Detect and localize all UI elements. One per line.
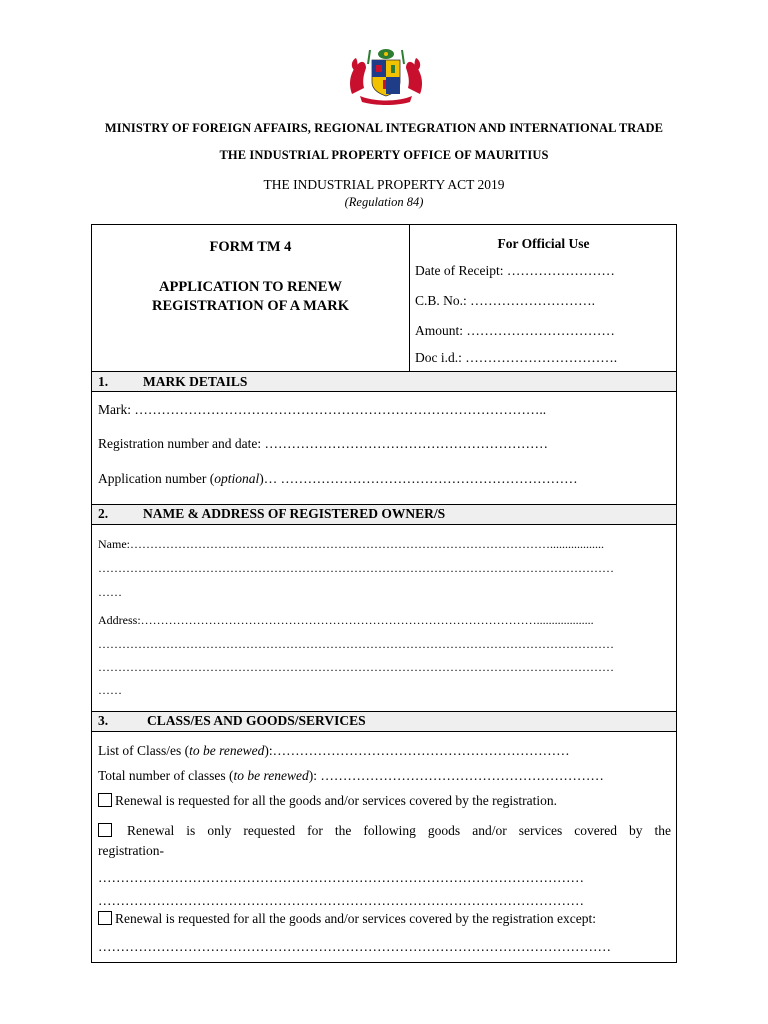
renewal-all-checkbox[interactable] <box>98 793 112 807</box>
renewal-except-checkbox[interactable] <box>98 911 112 925</box>
section3-bottom-border <box>92 731 676 732</box>
renewal-only-option <box>98 823 671 839</box>
section1-bottom-border <box>92 391 676 392</box>
renewal-only-checkbox[interactable] <box>98 823 112 837</box>
section3-number: 3. <box>98 713 109 728</box>
date-of-receipt-field: Date of Receipt: …………………… <box>415 263 615 278</box>
regulation-note: (Regulation 84) <box>344 195 424 209</box>
section1-number: 1. <box>98 374 109 389</box>
renewal-except-label: Renewal is requested for all the goods and/or services covered by the registration except: <box>115 911 596 926</box>
owner-address-field: Address:………………………………………………………………………………………................... <box>98 613 594 627</box>
renewal-only-label-cont: registration- <box>98 843 164 858</box>
form-number: FORM TM 4 <box>209 239 292 255</box>
section1-header <box>92 372 676 392</box>
owner-name-line3: …… <box>98 585 122 599</box>
renewal-only-goods-line2: ……………………………………………………………………………………………… <box>98 893 584 908</box>
section3-header <box>92 712 676 732</box>
application-number-field: Application number (optional)… ………………………………………………………… <box>98 471 578 486</box>
form-table <box>91 224 677 963</box>
renewal-all-option <box>98 793 557 809</box>
total-classes-field: Total number of classes (to be renewed): ……………………………………………………… <box>98 768 604 783</box>
owner-name-line2: ………………………………………………………………………………………………………………… <box>98 561 614 575</box>
registration-number-field: Registration number and date: ……………………………………………………… <box>98 436 548 451</box>
renewal-only-goods-line1: ……………………………………………………………………………………………… <box>98 870 584 885</box>
owner-address-line2: ………………………………………………………………………………………………………………… <box>98 637 614 651</box>
section2-number: 2. <box>98 506 109 521</box>
amount-field: Amount: …………………………… <box>415 323 615 338</box>
section2-bottom-border <box>92 524 676 525</box>
official-use-title: For Official Use <box>497 236 590 251</box>
owner-name-field: Name:…………………………………………………………………………………………….................. <box>98 537 604 551</box>
form-title-line1: APPLICATION TO RENEW <box>159 279 342 295</box>
coat-of-arms-emblem <box>344 44 428 106</box>
renewal-except-goods-line: …………………………………………………………………………………………………… <box>98 939 611 954</box>
renewal-only-label: Renewal is only requested for the following goods and/or services covered by the <box>127 823 671 838</box>
ministry-heading: MINISTRY OF FOREIGN AFFAIRS, REGIONAL INTEGRATION AND INTERNATIONAL TRADE <box>104 121 664 135</box>
owner-address-line3: ………………………………………………………………………………………………………………… <box>98 660 614 674</box>
renewal-all-label: Renewal is requested for all the goods and/or services covered by the registration. <box>115 793 557 808</box>
section3-title: CLASS/ES AND GOODS/SERVICES <box>147 713 366 728</box>
renewal-except-option <box>98 911 596 927</box>
owner-address-line4: …… <box>98 683 122 697</box>
act-title: THE INDUSTRIAL PROPERTY ACT 2019 <box>263 177 505 192</box>
section2-header <box>92 505 676 525</box>
cb-no-field: C.B. No.: ………………………. <box>415 293 596 308</box>
section2-title: NAME & ADDRESS OF REGISTERED OWNER/S <box>143 506 446 521</box>
form-title-line2: REGISTRATION OF A MARK <box>152 298 349 314</box>
office-heading: THE INDUSTRIAL PROPERTY OFFICE OF MAURITIUS <box>219 148 549 162</box>
doc-id-field: Doc i.d.: ……………………………. <box>415 350 618 365</box>
mark-field: Mark: ……………………………………………………………………………….. <box>98 402 547 417</box>
class-list-field: List of Class/es (to be renewed):………………………………………………………… <box>98 743 570 758</box>
section1-title: MARK DETAILS <box>143 374 248 389</box>
